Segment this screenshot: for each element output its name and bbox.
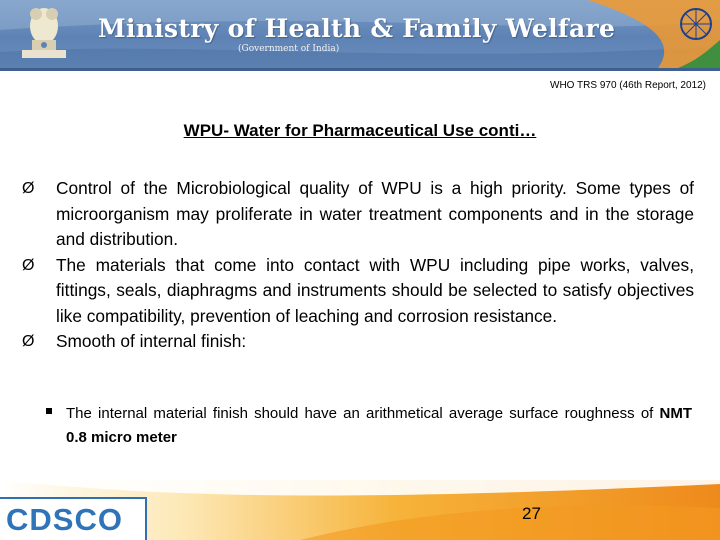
arrow-bullet-icon: Ø <box>22 333 35 350</box>
arrow-bullet-icon: Ø <box>22 180 35 197</box>
bullet-text: Smooth of internal finish: <box>56 331 247 351</box>
ministry-title: Ministry of Health & Family Welfare <box>98 14 616 43</box>
cdsco-logo-text: CDSCO <box>6 502 123 537</box>
arrow-bullet-icon: Ø <box>22 256 35 274</box>
cdsco-logo <box>0 497 147 540</box>
header-banner <box>0 0 720 68</box>
slide-title: WPU- Water for Pharmaceutical Use conti… <box>183 121 537 140</box>
bullet-item <box>22 176 694 253</box>
banner-divider <box>0 68 720 71</box>
bullet-list <box>22 176 694 355</box>
page-number: 27 <box>522 504 541 523</box>
national-emblem-icon <box>16 4 72 64</box>
bullet-text: Control of the Microbiological quality of WPU is a high priority. Some types of microorganism may proliferate in water treatment components and in the storage and distribution. <box>56 178 694 249</box>
reference-note: WHO TRS 970 (46th Report, 2012) <box>550 80 706 91</box>
sub-bullet-bold: NMT 0.8 micro meter <box>66 405 692 446</box>
sub-bullet-text <box>66 402 692 450</box>
bullet-text: The materials that come into contact with WPU including pipe works, valves, fittings, seals, diaphragms and instruments should be selected to satisfy objectives like compatibility, prevention of leaching and corrosion resistance. <box>56 254 694 326</box>
square-bullet-icon <box>41 402 66 414</box>
bullet-item <box>22 329 694 355</box>
bullet-item <box>22 253 694 330</box>
sub-bullet-item <box>41 402 692 450</box>
sub-bullet-plain: The internal material finish should have an arithmetical average surface roughness of <box>66 405 660 422</box>
flag-chakra-icon <box>588 0 720 68</box>
ministry-subtitle: (Government of India) <box>238 44 340 54</box>
